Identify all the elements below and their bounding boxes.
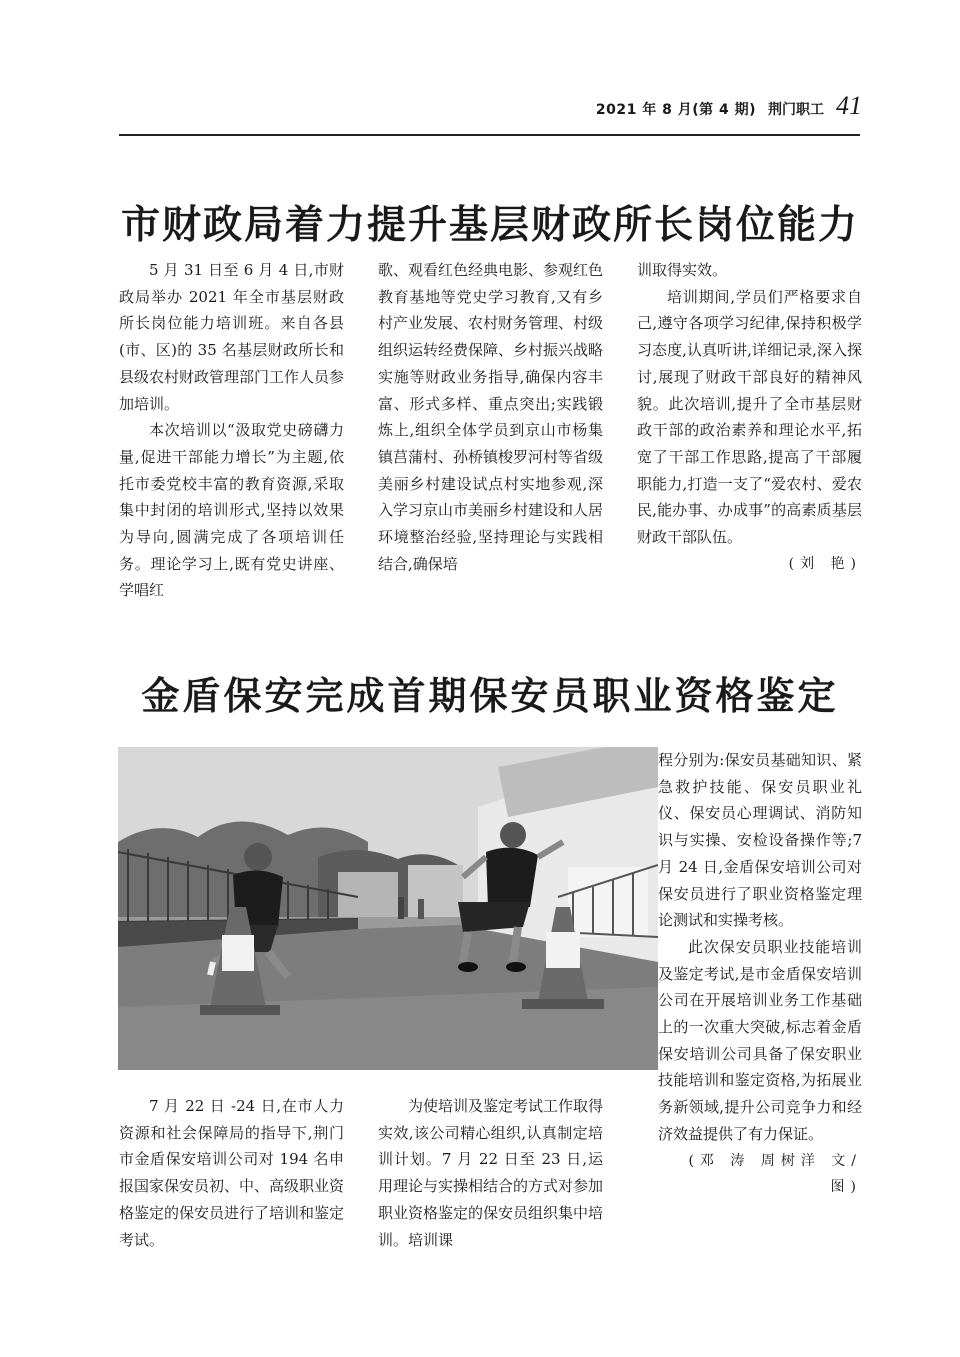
news-photo [118,747,658,1070]
page-header [595,91,862,120]
article2-paragraph: 程分别为:保安员基础知识、紧急救护技能、保安员职业礼仪、保安员心理调试、消防知识与实操、安检设备操作等;7 月 24 日,金盾保安培训公司对保安员进行了职业资格鉴定理论测试和实操考核。 [658,751,862,930]
article1-paragraph: 训取得实效。 [637,261,728,279]
article2-bottom-column-2 [378,1093,603,1253]
article1-column-3 [637,257,862,577]
article2-title: 金盾保安完成首期保安员职业资格鉴定 [141,673,839,718]
page-number: 41 [836,91,862,120]
article1-byline: (刘 艳) [788,555,862,572]
photo-illustration [118,747,658,1070]
article2-paragraph: 7 月 22 日 -24 日,在市人力资源和社会保障局的指导下,荆门市金盾保安培训公司对 194 名申报国家保安员初、中、高级职业资格鉴定的保安员进行了培训和鉴定考试。 [119,1097,345,1249]
article1-paragraph: 5 月 31 日至 6 月 4 日,市财政局举办 2021 年全市基层财政所长岗位能力培训班。来自各县(市、区)的 35 名基层财政所长和县级农村财政管理部门工作人员参加培训。 [119,261,345,413]
article2-right-column [658,747,862,1201]
issue-date: 2021 年 8 月(第 4 期) [595,102,756,118]
article1-title: 市财政局着力提升基层财政所长岗位能力 [120,203,859,248]
article2-paragraph: 为使培训及鉴定考试工作取得实效,该公司精心组织,认真制定培训计划。7 月 22 日至 23 日,运用理论与实操相结合的方式对参加职业资格鉴定的保安员组织集中培训。培训课 [378,1097,604,1249]
article2-bottom-column-1 [119,1093,344,1253]
magazine-name: 荆门职工 [768,102,824,118]
article1-paragraph: 培训期间,学员们严格要求自己,遵守各项学习纪律,保持积极学习态度,认真听讲,详细记录,深入探讨,展现了财政干部良好的精神风貌。此次培训,提升了全市基层财政干部的政治素养和理论水平,拓宽了干部工作思路,提高了干部履职能力,打造一支了“爱农村、爱农民,能办事、办成事”的高素质基层财政干部队伍。 [637,287,862,547]
article2-byline: (邓 涛 周树洋 文/图) [688,1152,862,1196]
article1-column-2 [378,257,603,577]
article1-column-1 [119,257,344,604]
article2-paragraph: 此次保安员职业技能培训及鉴定考试,是市金盾保安培训公司在开展培训业务工作基础上的一次重大突破,标志着金盾保安培训公司具备了保安职业技能培训和鉴定资格,为拓展业务新领域,提升公司竞争力和经济效益提供了有力保证。 [658,937,862,1143]
article1-paragraph: 本次培训以“汲取党史磅礴力量,促进干部能力增长”为主题,依托市委党校丰富的教育资源,采取集中封闭的培训形式,坚持以效果为导向,圆满完成了各项培训任务。理论学习上,既有党史讲座、学唱红 [119,421,344,600]
article1-paragraph: 歌、观看红色经典电影、参观红色教育基地等党史学习教育,又有乡村产业发展、农村财务管理、村级组织运转经费保障、乡村振兴战略实施等财政业务指导,确保内容丰富、形式多样、重点突出;实践锻炼上,组织全体学员到京山市杨集镇莒蒲村、孙桥镇梭罗河村等省级美丽乡村建设试点村实地参观,深入学习京山市美丽乡村建设和人居环境整治经验,坚持理论与实践相结合,确保培 [378,261,604,573]
header-rule [119,134,860,136]
